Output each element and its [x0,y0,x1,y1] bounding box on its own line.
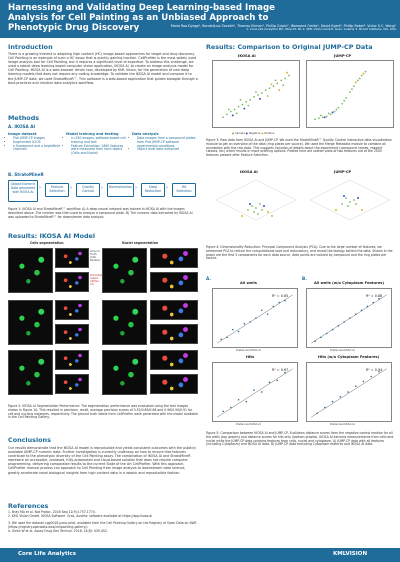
methods-heading: Methods [8,114,40,122]
cell-image [8,350,53,395]
legend-label: Positive [264,132,275,135]
methods-col2-list [66,137,126,156]
figure-4-caption: Figure 4: Dimensionality Reduction: Principal Component Analysis (PCA). Due to the large number of features, we performed PCA to reduce the computational load and redundancy, and reveal the biology behind the data. Shown in the graph are the first 3 components for each data source, data points are colored by compound and the ring plates per source. [206,245,393,261]
list-item: • Data images from a compound plates from Plot JUMP-CP software experimental conditions [137,137,198,148]
pipeline-step: Hit Selection [172,183,196,197]
x-axis-label: Distances IKOSA AI [236,423,261,426]
gt-label: Ground Truth (Cell Painter) [90,250,101,262]
nuclei-mask-gt [150,300,198,320]
poster-footer [0,548,400,562]
poster-title: Harnessing and Validating Deep Learning-based Image Analysis for Cell Painting as an Unbiased Approach to Phenotypic Drug Discovery [8,3,275,33]
cell-image [8,248,53,293]
plot2-label: JUMP-CP [334,54,352,58]
nuclei-image [102,248,147,293]
methods-col1-title: Image dataset [8,132,37,136]
legend-dot-icon: ● [261,132,264,135]
legend-label: Sample [235,132,245,135]
kmlvision-logo: KMLVISION [333,551,368,557]
legend-dot-icon: ● [232,132,235,135]
panel-b-label: B. [302,276,307,281]
nuclei-mask-gt [150,248,198,268]
panel-a-label: A. [206,276,211,281]
pipeline-step: Upload Numeric Data generated with IKOSA AI [8,180,38,202]
results-ikosa-heading: Results: IKOSA AI Model [8,232,96,240]
list-item: • Feature Extraction: 2840 features were measured from each object (Cells and Nuclei) [71,145,126,156]
reference-item: 2. KML Vision GmbH. IKOSA Software. Graz, Austria: software available at https://app.ikosa.ai [8,514,153,518]
author-list: Maria Roa Dyaga¹, Bondeljuuz Zavakh², Thomas Ekmon², Phillip Culpin², Wamamd Omita², David Egert³, Phillip Rabel⁴, Victor S.C. Wong¹ [170,24,396,28]
nuclei-mask-pred [150,374,198,394]
core-life-logo: Core Life Analytics [18,551,77,557]
cell-mask-pred [55,272,89,292]
cell-mask-gt [55,248,89,268]
intro-heading: Introduction [8,43,53,51]
nuclei-mask-gt [150,350,198,370]
figure-1-caption: Figure 1: IKOSA AI and StratoMineR™ workflow. A) A deep neural network was trained in IKOSA AI with the images described above. The number was then used to analyze a compound plate. B) The numeric data extracted by IKOSA AI was uploaded to StratoMineR™ for downstream data analysis. [8,207,193,219]
scatter-plot-ikosa [212,60,300,128]
x-axis-label: Distances IKOSA AI [330,349,355,352]
figure-2-caption: Figure 2: IKOSA AI Segmentation Performance: The segmentation performance was evaluated using the test images shown in Figure 1A. This resulted in precision, recall, average precision scores of 0.92/0.89/0.86 and 0.96/0.94/0.91 for cell and nucleus instances, respectively. The ground truth labels from CellProfiler were generated with the model available in the Cell Painting Gallery. [8,404,198,420]
cell-image [8,300,53,345]
pipeline-step: Feature Selection [45,183,69,197]
r2-value: R² = 0.65 [272,294,289,298]
arrow-icon: › [166,185,168,191]
methods-sub-a: A. IKOSA AI [8,124,36,129]
arrow-icon: › [101,185,103,191]
pca-label-ikosa: IKOSA AI [240,170,258,174]
list-item: • a fluorescent and a brightfield channels [13,145,63,153]
pca-plot-jump [306,176,394,242]
plot1-label: IKOSA AI [238,54,256,58]
nuclei-mask-pred [150,324,198,344]
pca-plot-ikosa [212,176,300,242]
hits-cyto-title: Hits (w/o Cytoplasm Features) [318,355,380,359]
methods-col3-title: Data analysis [132,132,159,136]
cell-mask-gt [55,350,89,370]
x-axis-label: Distances IKOSA AI [330,423,355,426]
figure-3-caption: Figure 3: Raw data from IKOSA AI and JUMP-CP. We used the StratoMineR™ Quality Control interactive data visualization module to get an overview of the data (ring plates per source). We used the Merge Metadata module to combine all annotation with the raw data. This supports inclusion of details about the experiment (compound names, reagent classes, etc) which results in more profiling options. Plotted here are scatter plots of two features out of the 2000 features present after Feature Selection. [206,138,392,158]
pipeline-step: Quality Control [76,183,100,197]
list-item: • Object level data extracted [137,148,198,152]
cell-mask-pred [55,374,89,394]
methods-col3-list [132,137,198,152]
all-wells-cyto-title: All wells (w/o Cytoplasm Features) [314,281,385,285]
conclusions-text: Our results demonstrate that the IKOSA AI model is reproducible and yields consistent outcomes with the publicly available JUMP-CP numeric data. Further investigation is currently underway on how to ensure that features contribute to the phenotypic diversity of the Cell Painting assay. The combination of IKOSA AI and StratoMineR represent an accessible, unbiased, fully-automated and cloud-based solution that does not require computer programming, delivering comparable results to the current State of the Art CellProfiler. With this approach, CellProfiler manual process can approach to Cell Painting from image analysis to downstream data science, greatly accelerate novel biological insights from high content data in a robotic and reproducible fashion. [8,446,197,475]
affiliations: 1. Core Life Analytics BV, Utrecht, NL 2. KML Vision GmbH, Graz, Austria 3. Broad Institute, MA, USA [246,27,396,31]
pca-label-jump: JUMP-CP [334,170,352,174]
reference-item: 1. Bray MA et al. Nat Protoc. 2016 Sep;11(9):1757-1774. [8,510,96,514]
r2-value: R² = 0.88 [366,294,383,298]
legend [232,132,274,135]
methods-col1-list [8,137,63,152]
r2-value: R² = 0.67 [272,368,289,372]
cell-mask-gt [55,300,89,320]
list-item: • Plot JUMP-CP images [13,137,63,141]
pipeline-step: Normalization [107,183,134,197]
legend-label: Negative [248,132,261,135]
all-wells-title: All wells [240,281,257,285]
arrow-icon: › [39,185,41,191]
hits-title: Hits [246,355,255,359]
scatter-plot-jump [306,60,394,128]
intro-text: There is a growing interest in adopting high content (HC) image-based approaches for target and drug discovery. Cell Painting is an example of such a HC assay that is quickly gaining traction. CellProfiler is the most widely used image analysis tool for Cell Painting, but it requires a significant level of expertise. To address this challenge, we used a robust deep learning-based computer vision application, IKOSA AI, to create an image analysis model for Cell Painting. IKOSA AI is a web-browser driven tool, developed by KML Vision, for the generation of new deep learning models that does not require any coding knowledge. To validate the IKOSA AI model and compare it to the JUMP-CP data, we used StratoMineR™. This software is a web-based application that guides biologist through a best-practices and intuitive data analytics workflow. [8,52,198,85]
arrow-icon: › [70,185,72,191]
arrow-icon: › [135,185,137,191]
cell-mask-pred [55,324,89,344]
cell-seg-label: Cells segmentation [30,241,64,245]
nuc-seg-label: Nuclei segmentation [122,241,159,245]
pred-label: Predicted Labels (IKOSA AI) [90,274,103,286]
methods-sub-b: B. StratoMineR [8,172,44,177]
figure-5-caption: Figure 5: Comparison between IKOSA AI and JUMP-CP. Euclidean distance scores from the negative control median for all the wells (top graphs) and distance scores for hits only (bottom graphs). IKOSA AI extracts measurements from cells and nuclei while the JUMP-CP data contains features from cells, nuclei and cytoplasm. A) JUMP-CP data with all features (including Cytoplasm) and IKOSA AI data. B) JUMP-CP data excluding Cytoplasm features and IKOSA AI data. [206,431,394,447]
nuclei-image [102,300,147,345]
conclusions-heading: Conclusions [8,436,51,444]
pipeline-step: Data Reduction [141,183,165,197]
legend-dot-icon: ● [245,132,248,135]
x-axis-label: Distances IKOSA AI [236,349,261,352]
reference-item: 3. We used the dataset cpg0016-jump-pilot, available from the Cell Painting Gallery on the Registry of Open Data on AWS (https://registry.opendata.aws/cellpainting-gallery/). [8,521,197,529]
nuclei-mask-pred [150,272,198,292]
results-jump-heading: Results: Comparison to Original JUMP-CP Data [206,43,373,51]
list-item: • n=250 images, software-based cell training and test [71,137,126,145]
nuclei-image [102,350,147,395]
reference-item: 4. Omta W et al. Assay Drug Dev Technol. 2016; 14(8): 439-452. [8,529,108,533]
poster-header [0,0,400,38]
list-item: • Augmented U2OS [13,141,63,145]
r2-value: R² = 0.94 [366,368,383,372]
references-heading: References [8,502,49,510]
methods-col2-title: Model training and testing [66,132,119,136]
